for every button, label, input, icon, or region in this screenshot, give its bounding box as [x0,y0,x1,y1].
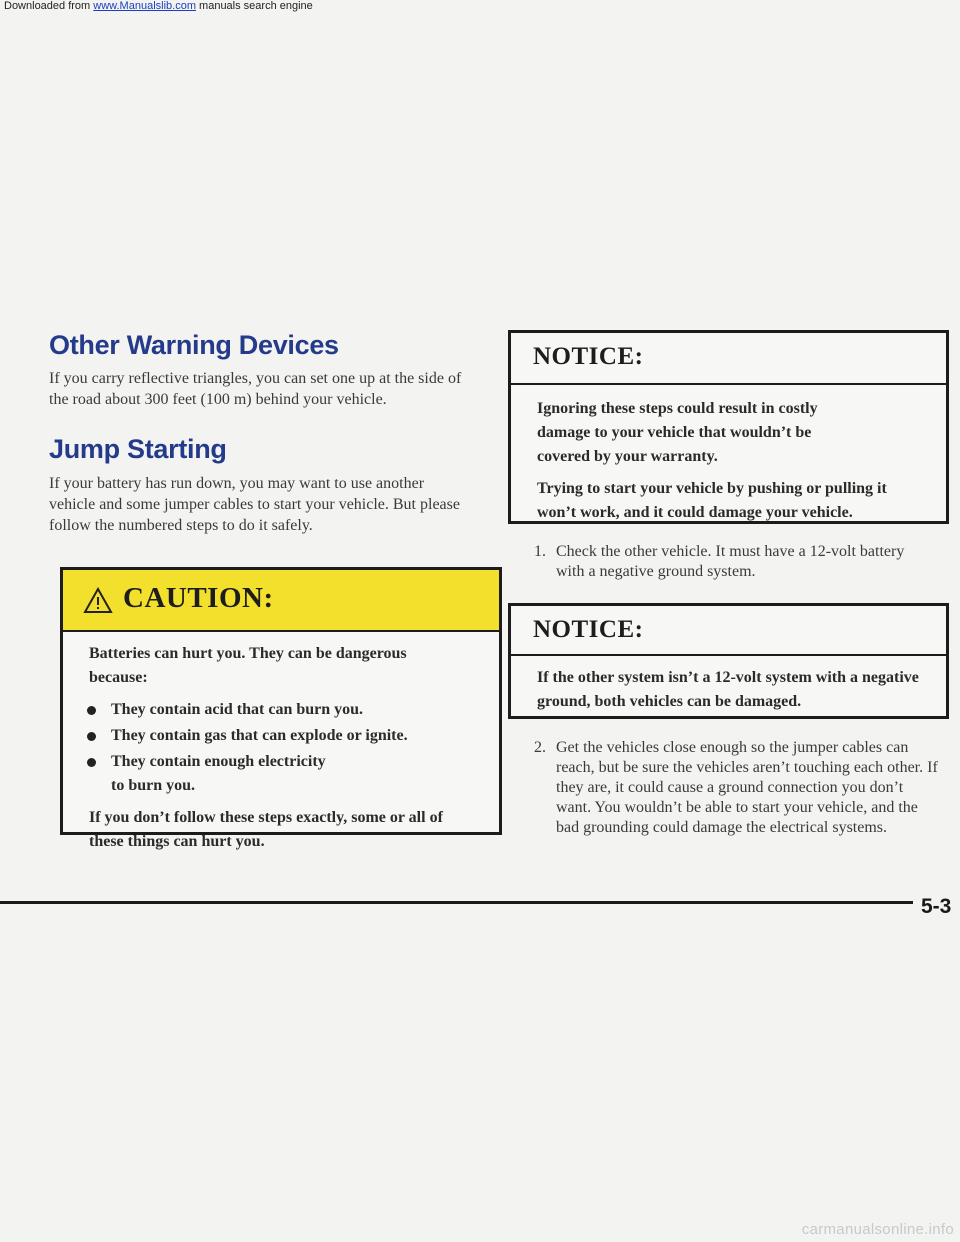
notice-header [511,333,946,385]
caution-body [89,642,481,862]
step-item [534,738,939,838]
step-text: Get the vehicles close enough so the jumper cables can reach, but be sure the vehicles aren’t touching each other. If they are, it could cause a ground connection you don’t want. You wouldn’t be able to start your vehicle, and the bad grounding could damage the electrical systems. [556,739,938,836]
step-number: 1. [534,543,546,560]
notice-paragraph: If the other system isn’t a 12-volt system with a negative ground, both vehicles can be damaged. [537,669,919,710]
manualslib-link[interactable]: www.Manualslib.com [93,0,196,12]
notice-paragraph: Trying to start your vehicle by pushing or pulling it won’t work, and it could damage your vehicle. [537,480,887,521]
step-item [534,542,919,582]
bullet-dot-icon [87,732,96,741]
caution-outro: If you don’t follow these steps exactly, some or all of these things can hurt you. [89,809,443,850]
step-2 [534,738,939,838]
caution-box [60,567,502,850]
step-1 [534,542,919,582]
step-number: 2. [534,739,546,756]
step-text: Check the other vehicle. It must have a 12-volt battery with a negative ground system. [556,543,905,580]
jump-starting-paragraph: If your battery has run down, you may want to use another vehicle and some jumper cables to start your vehicle. But please follow the numbered steps to do it safely. [49,475,460,534]
notice-body [537,397,928,533]
caution-intro: Batteries can hurt you. They can be dangerous because: [89,645,407,686]
notice-box-voltage [508,603,949,719]
notice-paragraph: Ignoring these steps could result in costly damage to your vehicle that wouldn’t be covered by your warranty. [537,400,818,465]
footer-rule [0,901,925,904]
heading-other-warning-devices: Other Warning Devices [49,330,339,360]
bullet-dot-icon [87,758,96,767]
caution-header [63,570,499,632]
notice-title: NOTICE: [533,343,644,370]
notice-header [511,606,946,656]
caution-bullet: They contain enough electricity to burn you. [89,750,481,798]
download-watermark: Downloaded from www.Manualslib.com manuals search engine [4,0,313,12]
caution-bullet: They contain acid that can burn you. [89,698,481,722]
caution-title: CAUTION: [123,582,274,614]
carmanuals-watermark: carmanualsonline.info [801,1221,954,1238]
caution-bullet-list [89,698,481,798]
bullet-dot-icon [87,706,96,715]
other-warning-paragraph: If you carry reflective triangles, you can set one up at the side of the road about 300 feet (100 m) behind your vehicle. [49,370,462,408]
caution-bullet: They contain gas that can explode or ignite. [89,724,481,748]
page-number: 5-3 [913,895,951,919]
heading-jump-starting: Jump Starting [49,434,227,464]
notice-body [537,666,928,722]
notice-box-costly-damage [508,330,949,524]
warning-triangle-icon [83,587,113,614]
notice-title: NOTICE: [533,616,644,643]
